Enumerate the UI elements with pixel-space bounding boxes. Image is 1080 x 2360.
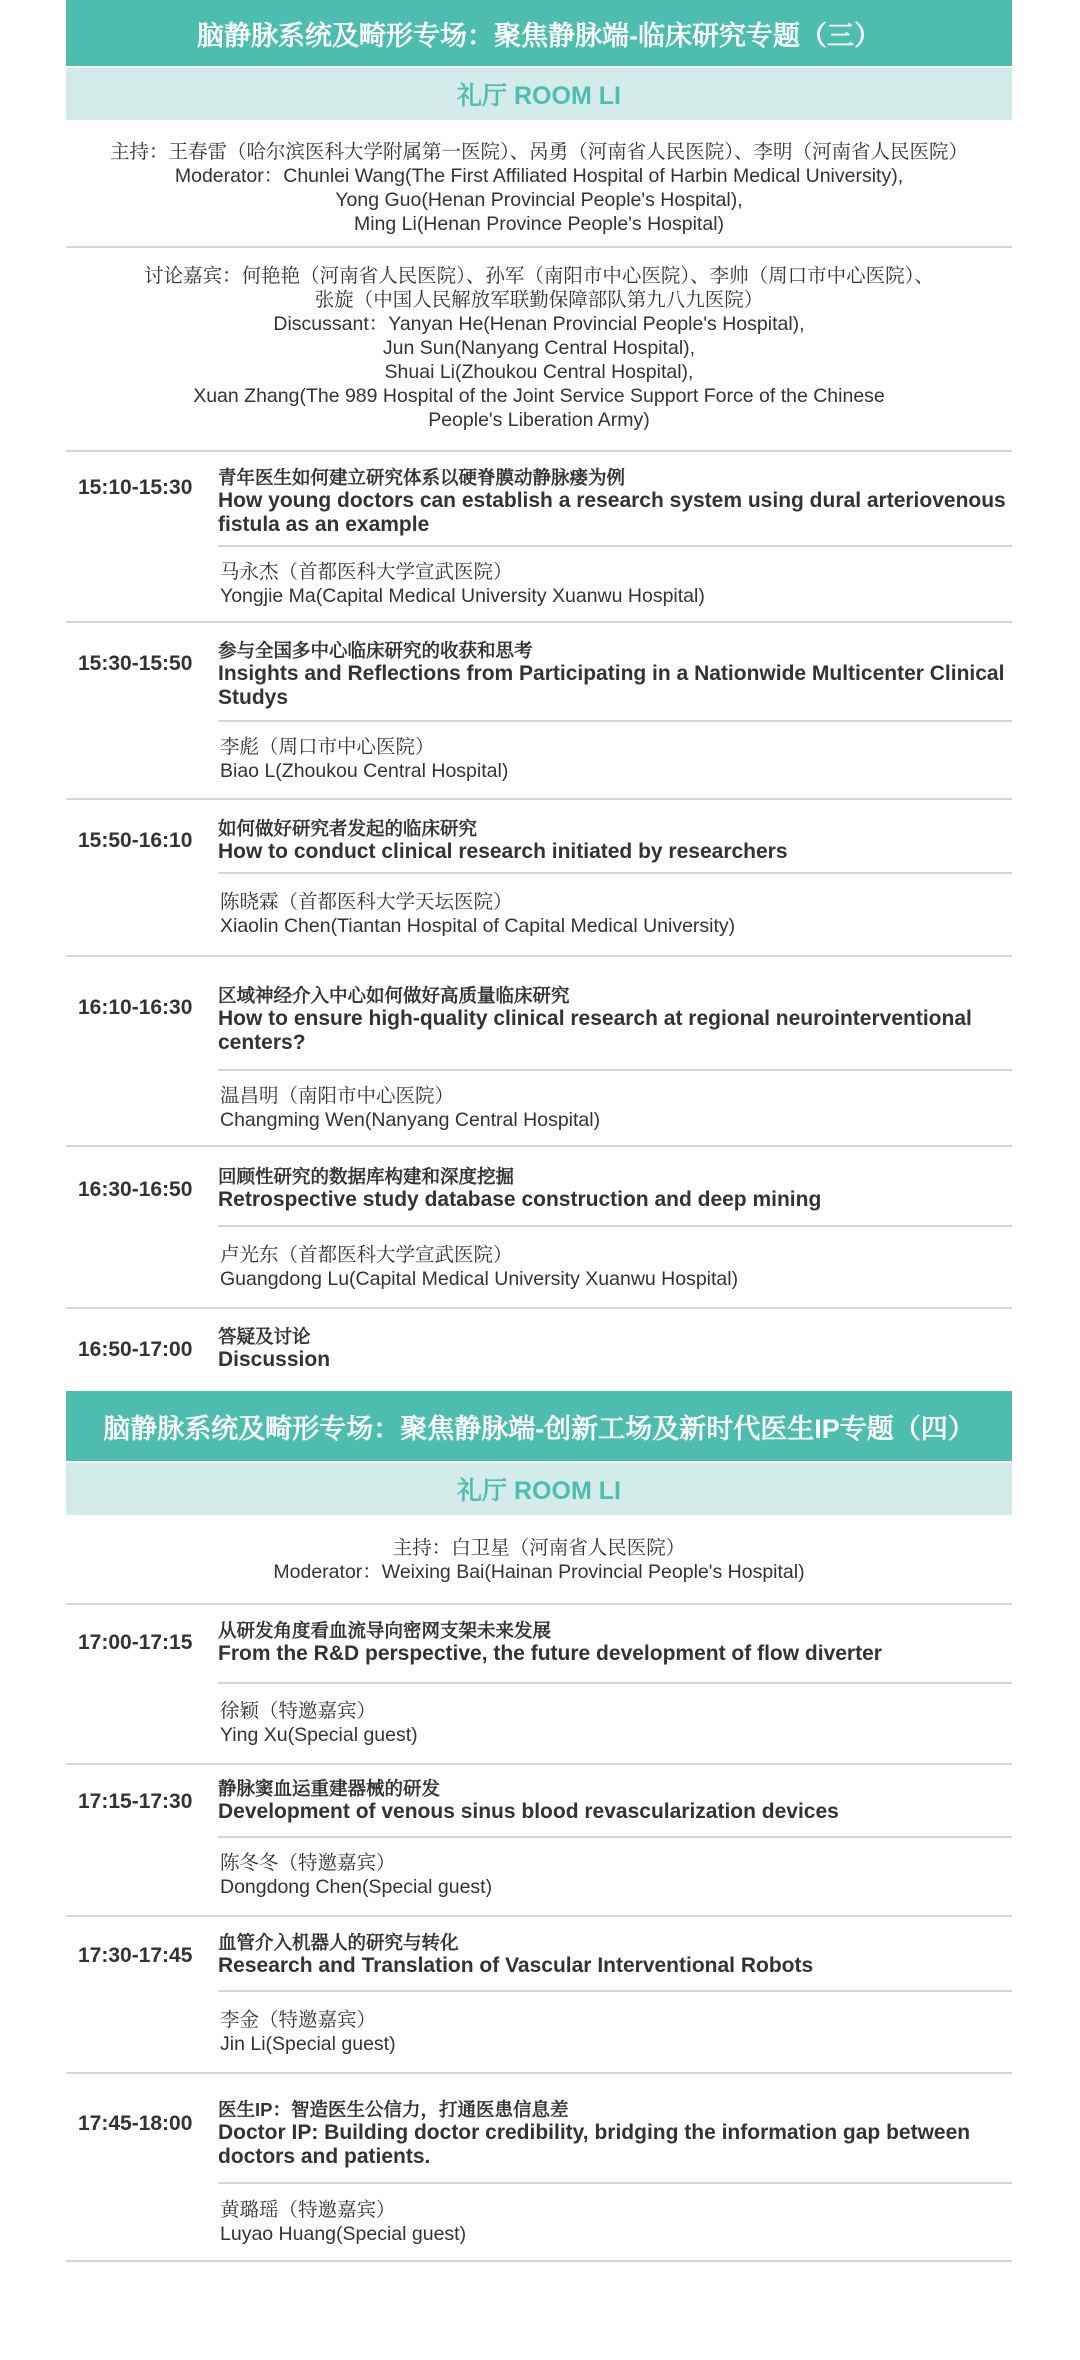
speaker [220, 1243, 1010, 1291]
divider [66, 1915, 1012, 1917]
talk-title-cn: 区域神经介入中心如何做好高质量临床研究 [218, 985, 570, 1006]
talk-time: 17:00-17:15 [78, 1631, 193, 1654]
speaker-en: Yongjie Ma(Capital Medical University Xuanwu Hospital) [220, 585, 705, 607]
talk-time: 17:45-18:00 [78, 2112, 193, 2135]
talk-title [218, 984, 1008, 1055]
talk-time: 15:10-15:30 [78, 476, 193, 499]
speaker [220, 1851, 1010, 1899]
talk-title-en: How to ensure high-quality clinical research at regional neurointerventional [218, 1007, 972, 1030]
moderators-block [66, 140, 1012, 236]
talk-title-cn: 青年医生如何建立研究体系以硬脊膜动静脉瘘为例 [218, 467, 626, 488]
divider [218, 720, 1012, 722]
speaker-en: Ying Xu(Special guest) [220, 1724, 418, 1746]
divider [66, 2072, 1012, 2074]
divider [66, 621, 1012, 623]
talk-title [218, 466, 1008, 537]
discussant-line: Xuan Zhang(The 989 Hospital of the Joint Service Support Force of the Chinese [193, 385, 885, 407]
speaker-cn: 马永杰（首都医科大学宣武医院） [220, 561, 513, 583]
talk-time: 15:30-15:50 [78, 652, 193, 675]
divider [66, 798, 1012, 800]
talk-title-cn: 如何做好研究者发起的临床研究 [218, 818, 478, 839]
speaker-cn: 卢光东（首都医科大学宣武医院） [220, 1244, 513, 1266]
speaker-en: Biao L(Zhoukou Central Hospital) [220, 760, 509, 782]
divider [218, 545, 1012, 547]
discussant-line: 张旋（中国人民解放军联勤保障部队第九八九医院） [314, 289, 764, 311]
divider [66, 2260, 1012, 2262]
divider [66, 450, 1012, 452]
talk-title-en: doctors and patients. [218, 2145, 431, 2168]
speaker-en: Changming Wen(Nanyang Central Hospital) [220, 1109, 601, 1131]
divider [218, 872, 1012, 874]
moderator-line: 主持：王春雷（哈尔滨医科大学附属第一医院）、呙勇（河南省人民医院）、李明（河南省人民医院） [109, 141, 968, 163]
section-title: 脑静脉系统及畸形专场：聚焦静脉端-创新工场及新时代医生IP专题（四） [103, 1413, 975, 1444]
room-band-1 [66, 68, 1012, 120]
talk-title-cn: 医生IP：智造医生公信力，打通医患信息差 [218, 2099, 569, 2120]
divider [218, 1069, 1012, 1071]
speaker [220, 560, 1010, 608]
talk-title [218, 1931, 1008, 1978]
divider [218, 1682, 1012, 1684]
talk-time: 17:30-17:45 [78, 1944, 193, 1967]
divider [66, 1145, 1012, 1147]
speaker [220, 735, 1010, 783]
talk-title [218, 1619, 1008, 1666]
talk-title-cn: 参与全国多中心临床研究的收获和思考 [218, 640, 533, 661]
speaker-cn: 徐颖（特邀嘉宾） [220, 1700, 377, 1722]
talk-title [218, 1325, 1008, 1372]
talk-title-en: centers? [218, 1031, 306, 1054]
talk-title [218, 1777, 1008, 1824]
talk-title-en: fistula as an example [218, 513, 430, 536]
speaker-cn: 李金（特邀嘉宾） [220, 2009, 377, 2031]
discussant-line: People's Liberation Army) [428, 409, 650, 431]
divider [66, 955, 1012, 957]
divider [218, 1225, 1012, 1227]
talk-time: 16:50-17:00 [78, 1338, 193, 1361]
divider [66, 1603, 1012, 1605]
room-label: 礼厅 ROOM LI [457, 82, 621, 110]
talk-time: 17:15-17:30 [78, 1790, 193, 1813]
talk-title-cn: 回顾性研究的数据库构建和深度挖掘 [218, 1166, 515, 1187]
talk-title-cn: 血管介入机器人的研究与转化 [218, 1932, 459, 1953]
section-header-2 [66, 1391, 1012, 1461]
moderator-line: Moderator：Chunlei Wang(The First Affiliated Hospital of Harbin Medical University), [174, 165, 904, 187]
talk-title-en: Retrospective study database construction and deep mining [218, 1188, 822, 1211]
speaker-cn: 李彪（周口市中心医院） [220, 736, 435, 758]
divider [66, 1307, 1012, 1309]
moderators-block [66, 1536, 1012, 1584]
speaker-en: Xiaolin Chen(Tiantan Hospital of Capital Medical University) [220, 915, 736, 937]
divider [66, 246, 1012, 248]
speaker-cn: 陈冬冬（特邀嘉宾） [220, 1852, 396, 1874]
section-header-1 [66, 0, 1012, 66]
divider [218, 2182, 1012, 2184]
talk-title-cn: 静脉窦血运重建器械的研发 [218, 1778, 441, 1799]
divider [218, 1836, 1012, 1838]
section-title: 脑静脉系统及畸形专场：聚焦静脉端-临床研究专题（三） [197, 20, 881, 51]
talk-title [218, 1165, 1008, 1212]
discussants-block [66, 264, 1012, 432]
speaker [220, 2008, 1010, 2056]
speaker [220, 890, 1010, 938]
talk-title-en: Discussion [218, 1348, 331, 1371]
talk-time: 15:50-16:10 [78, 829, 193, 852]
talk-title-en: Doctor IP: Building doctor credibility, bridging the information gap between [218, 2121, 971, 2144]
talk-title-en: Insights and Reflections from Participating in a Nationwide Multicenter Clinical [218, 662, 1005, 685]
talk-title [218, 639, 1008, 710]
speaker-cn: 黄璐瑶（特邀嘉宾） [220, 2199, 396, 2221]
talk-title-cn: 从研发角度看血流导向密网支架未来发展 [218, 1620, 552, 1641]
moderator-line: 主持：白卫星（河南省人民医院） [392, 1537, 686, 1559]
room-band-2 [66, 1463, 1012, 1515]
moderator-line: Moderator：Weixing Bai(Hainan Provincial People's Hospital) [273, 1561, 805, 1583]
talk-title-en: Studys [218, 686, 289, 709]
speaker-en: Dongdong Chen(Special guest) [220, 1876, 493, 1898]
discussant-line: Jun Sun(Nanyang Central Hospital), [382, 337, 696, 359]
discussant-line: Discussant：Yanyan He(Henan Provincial People's Hospital), [273, 313, 805, 335]
room-label: 礼厅 ROOM LI [457, 1477, 621, 1505]
talk-title-en: How to conduct clinical research initiated by researchers [218, 840, 788, 863]
talk-title-en: Development of venous sinus blood revascularization devices [218, 1800, 839, 1823]
divider [66, 1763, 1012, 1765]
speaker-en: Luyao Huang(Special guest) [220, 2223, 467, 2245]
divider [218, 1990, 1012, 1992]
talk-title-en: Research and Translation of Vascular Interventional Robots [218, 1954, 814, 1977]
moderator-line: Ming Li(Henan Province People's Hospital) [353, 213, 725, 235]
speaker [220, 1699, 1010, 1747]
talk-title [218, 817, 1008, 864]
talk-title [218, 2098, 1008, 2169]
discussant-line: Shuai Li(Zhoukou Central Hospital), [384, 361, 694, 383]
talk-title-en: From the R&D perspective, the future development of flow diverter [218, 1642, 882, 1665]
talk-time: 16:30-16:50 [78, 1178, 193, 1201]
discussant-line: 讨论嘉宾：何艳艳（河南省人民医院）、孙军（南阳市中心医院）、李帅（周口市中心医院）、 [144, 265, 934, 287]
speaker-cn: 陈晓霖（首都医科大学天坛医院） [220, 891, 513, 913]
talk-time: 16:10-16:30 [78, 996, 193, 1019]
speaker [220, 1084, 1010, 1132]
speaker-cn: 温昌明（南阳市中心医院） [220, 1085, 455, 1107]
talk-title-cn: 答疑及讨论 [218, 1326, 311, 1347]
speaker [220, 2198, 1010, 2246]
speaker-en: Guangdong Lu(Capital Medical University Xuanwu Hospital) [220, 1268, 739, 1290]
speaker-en: Jin Li(Special guest) [220, 2033, 396, 2055]
talk-title-en: How young doctors can establish a research system using dural arteriovenous [218, 489, 1006, 512]
moderator-line: Yong Guo(Henan Provincial People's Hospital), [335, 189, 743, 211]
